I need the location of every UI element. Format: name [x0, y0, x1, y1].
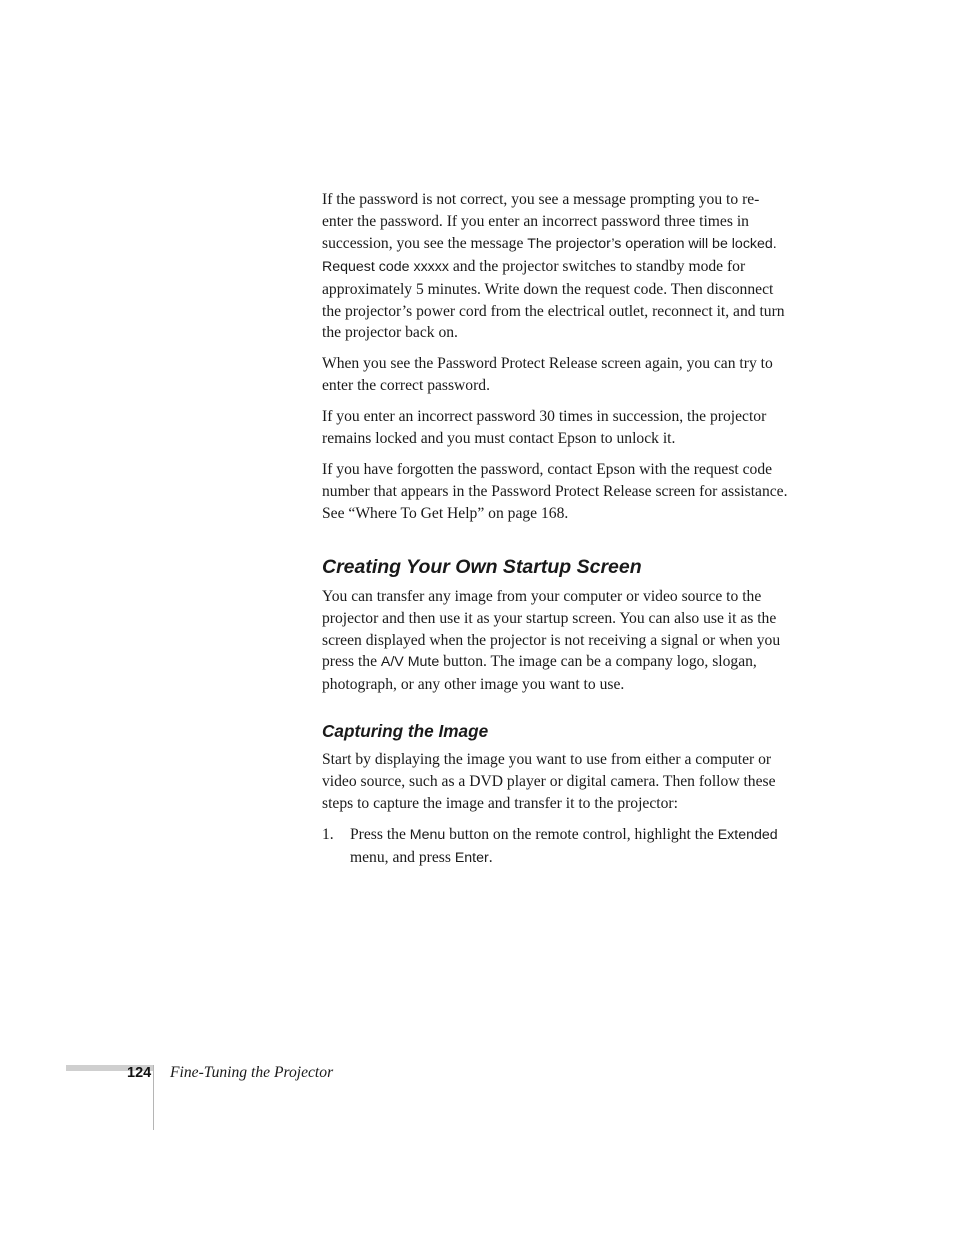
paragraph-forgotten-password: If you have forgotten the password, contact Epson with the request code number that appears in the Password Protect Release screen for assistance. See “Where To Get Help” on page 168. [322, 460, 788, 522]
enter-button-name: Enter [454, 849, 489, 866]
paragraph-password-incorrect [322, 189, 788, 344]
paragraph-text: and the projector switches to standby mode for approximately 5 minutes. Write down the request code. Then disconnect the projector’s power cord from the electrical outlet, reconnect it, and turn the projector back on. [322, 257, 785, 342]
step-text: button on the remote control, highlight the [445, 825, 718, 843]
footer-divider [153, 1065, 154, 1130]
list-item [322, 824, 788, 870]
step-text: menu, and press [350, 848, 455, 866]
step-text: Press the [350, 825, 410, 843]
step-number: 1. [322, 825, 334, 843]
chapter-title: Fine-Tuning the Projector [170, 1064, 334, 1081]
subsection-heading: Capturing the Image [322, 721, 489, 742]
paragraph-text: You can transfer any image from your computer or video source to the projector and then use it as your startup screen. You can also use it as the screen displayed when the projector is not receiving a signal or when you press the [322, 587, 781, 671]
section-heading: Creating Your Own Startup Screen [322, 555, 642, 578]
step-text: . [488, 848, 493, 866]
subsection-intro: Start by displaying the image you want to use from either a computer or video source, such as a DVD player or digital camera. Then follow these steps to capture the image and transfer it to the projector: [322, 751, 776, 813]
paragraph-try-again: When you see the Password Protect Release screen again, you can try to enter the correct password. [322, 355, 773, 395]
extended-menu-name: Extended [717, 826, 778, 843]
section-intro [322, 586, 788, 697]
steps-list [322, 824, 788, 870]
lock-message: The projector’s operation will be locked. Request code xxxxx [322, 235, 777, 275]
av-mute-button-name: A/V Mute [380, 654, 440, 671]
paragraph-text: button. The image can be a company logo, slogan, photograph, or any other image you want to use. [322, 653, 757, 694]
page-content [322, 189, 788, 870]
menu-button-name: Menu [409, 826, 446, 843]
page-number: 124 [127, 1065, 152, 1081]
paragraph-text: If the password is not correct, you see a message prompting you to re-enter the password. If you enter an incorrect password three times in succession, you see the message [322, 191, 760, 252]
paragraph-locked: If you enter an incorrect password 30 times in succession, the projector remains locked and you must contact Epson to unlock it. [322, 408, 767, 448]
